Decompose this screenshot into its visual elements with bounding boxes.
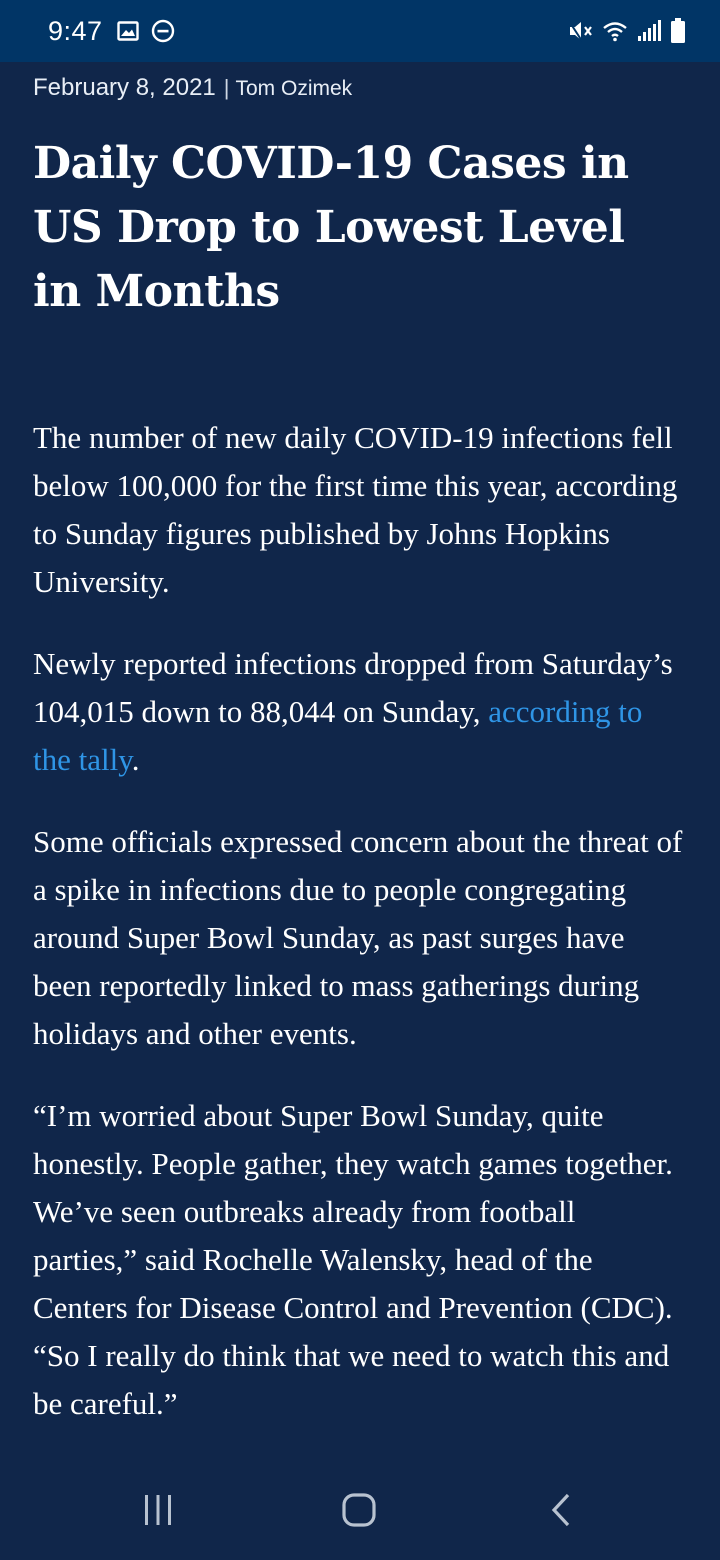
byline-separator: | — [223, 75, 230, 100]
byline — [33, 74, 683, 104]
paragraph-text: Newly reported infections dropped from Saturday’s 104,015 down to 88,044 on Sunday, — [33, 646, 673, 729]
article-paragraph: “I’m worried about Super Bowl Sunday, quite honestly. People gather, they watch games together. We’ve seen outbreaks already from football parties,” said Rochelle Walensky, head of the Centers for Disease Control and Prevention (CDC). “So I really do think that we need to watch this and be careful.” — [33, 1098, 673, 1421]
wifi-icon — [602, 19, 628, 43]
back-icon — [551, 1493, 571, 1532]
article-body — [33, 414, 683, 1428]
mute-icon — [568, 19, 594, 43]
signal-icon — [636, 19, 662, 43]
notification-icons — [117, 19, 175, 43]
article-date: February 8, 2021 — [33, 74, 216, 101]
paragraph-end: . — [131, 742, 140, 777]
navigation-bar — [0, 1462, 720, 1560]
article-author[interactable]: Tom Ozimek — [235, 77, 353, 100]
battery-icon — [670, 18, 686, 44]
article-paragraph: Some officials expressed concern about the threat of a spike in infections due to people congregating around Super Bowl Sunday, as past surges have been reportedly linked to mass gatherings during holidays and other events. — [33, 824, 683, 1051]
article-paragraph: The number of new daily COVID-19 infections fell below 100,000 for the first time this year, according to Sunday figures published by Johns Hopkins University. — [33, 420, 678, 599]
status-bar — [0, 0, 720, 62]
recent-apps-icon — [143, 1494, 173, 1531]
article-content — [33, 62, 683, 1462]
article-paragraph — [33, 640, 683, 784]
do-not-disturb-icon — [151, 19, 175, 43]
system-icons — [568, 18, 686, 44]
status-time: 9:47 — [48, 15, 103, 46]
image-icon — [117, 21, 139, 41]
article-title: Daily COVID-19 Cases in US Drop to Lowest Level in Months — [33, 138, 629, 317]
home-button[interactable] — [329, 1490, 389, 1534]
recent-apps-button[interactable] — [128, 1490, 188, 1534]
tally-link[interactable]: according to the tally — [33, 694, 643, 777]
home-icon — [342, 1493, 376, 1532]
back-button[interactable] — [531, 1490, 591, 1534]
